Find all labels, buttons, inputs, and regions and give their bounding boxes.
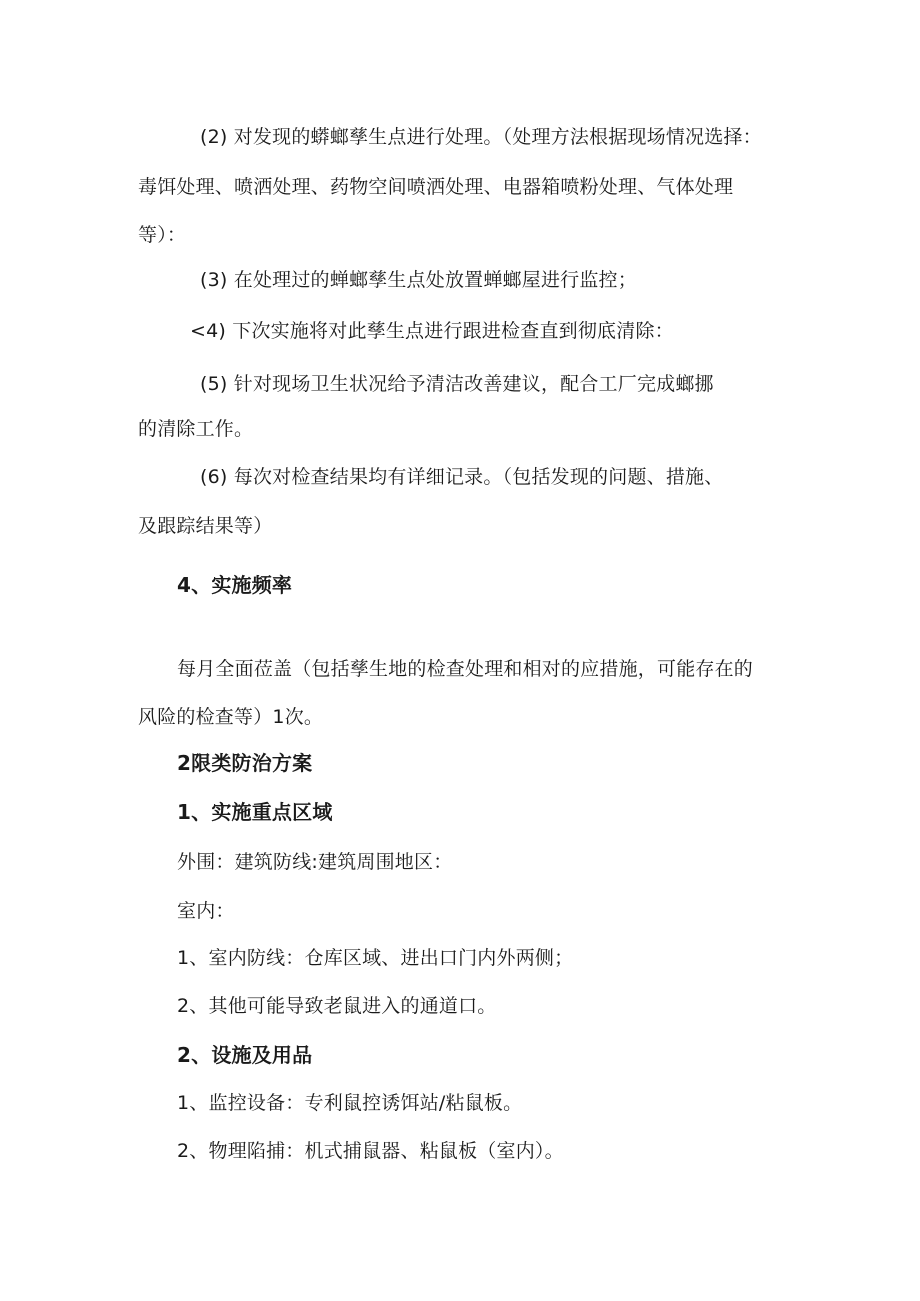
key-area-heading: 1、实施重点区域 [177, 800, 333, 824]
item-3: (3) 在处理过的蝉螂孳生点处放置蝉螂屋进行监控； [200, 269, 637, 291]
indoor-item-2: 2、其他可能导致老鼠进入的通道口。 [177, 995, 497, 1017]
rodent-plan-heading: 2限类防治方案 [177, 751, 313, 775]
item-4: <4) 下次实施将对此孳生点进行跟进检查直到彻底清除： [190, 320, 674, 342]
item-6-line-1: (6) 每次对检查结果均有详细记录。（包括发现的问题、措施、 [200, 466, 724, 488]
item-2-line-2: 毒饵处理、喷洒处理、药物空间喷洒处理、电器箱喷粉处理、气体处理 [138, 176, 734, 198]
item-6-line-2: 及跟踪结果等） [138, 515, 273, 537]
outer-area-text: 外围：建筑防线:建筑周围地区： [177, 851, 453, 873]
section-frequency-heading: 4、实施频率 [177, 573, 293, 597]
equipment-item-2: 2、物理陷捕：机式捕鼠器、粘鼠板（室内）。 [177, 1140, 564, 1162]
indoor-label: 室内： [177, 900, 235, 922]
item-5-line-2: 的清除工作。 [138, 418, 254, 440]
equipment-item-1: 1、监控设备：专利鼠控诱饵站/粘鼠板。 [177, 1092, 523, 1114]
frequency-text-line-2: 风险的检查等）1次。 [138, 706, 324, 728]
frequency-text-line-1: 每月全面莅盖（包括孳生地的检查处理和相对的应措施，可能存在的 [177, 658, 754, 680]
item-5-line-1: (5) 针对现场卫生状况给予清洁改善建议，配合工厂完成螂挪 [200, 373, 714, 395]
indoor-item-1: 1、室内防线：仓库区域、进出口门内外两侧； [177, 947, 574, 969]
equipment-heading: 2、设施及用品 [177, 1043, 313, 1067]
item-2-line-1: (2) 对发现的蟒螂孳生点进行处理。（处理方法根据现场情况选择： [200, 126, 762, 148]
item-2-line-3: 等）： [138, 224, 187, 246]
